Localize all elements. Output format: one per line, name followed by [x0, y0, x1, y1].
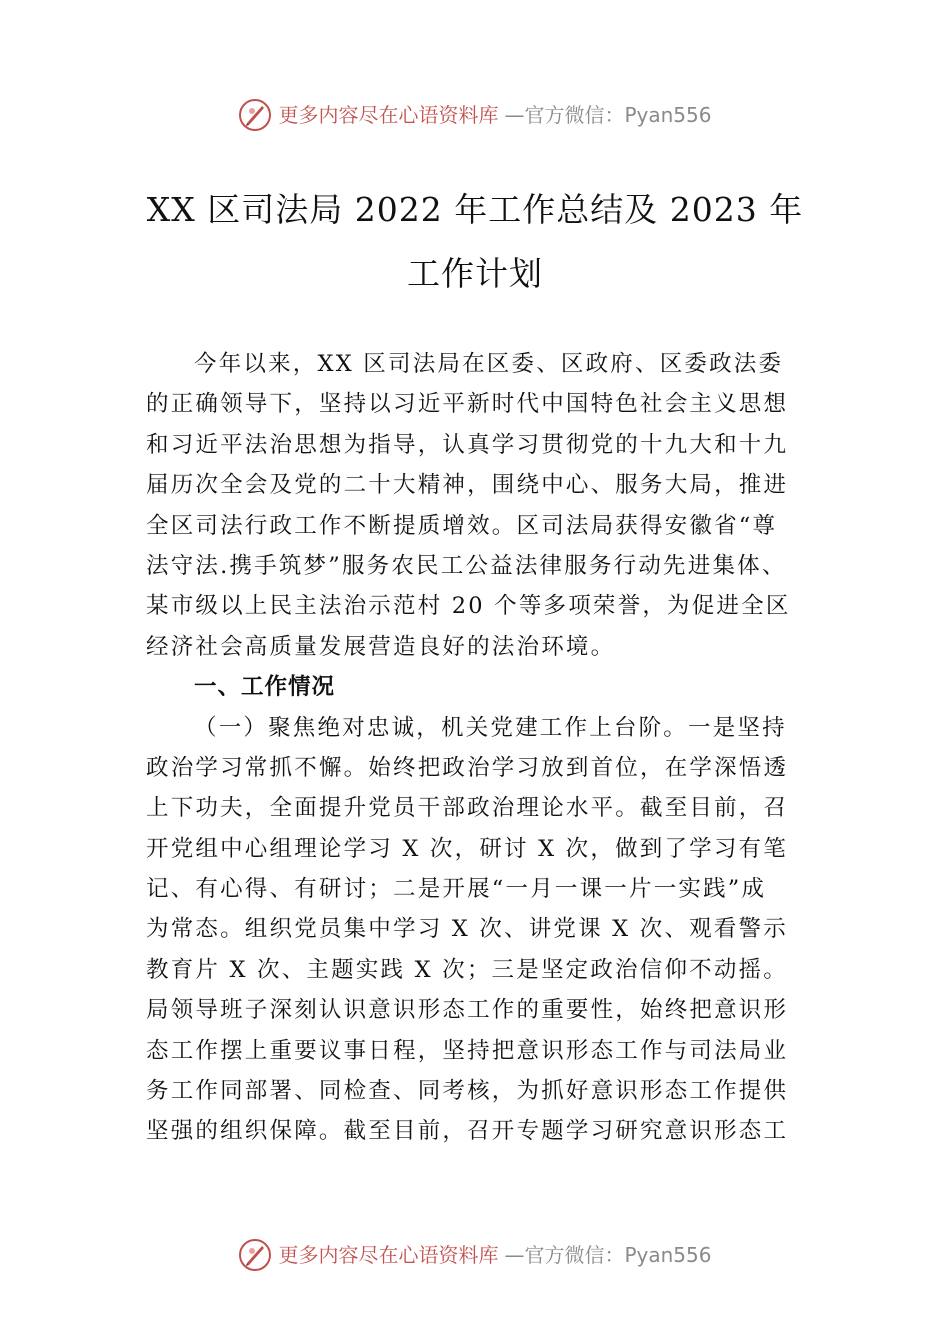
- body-line: 法守法.携手筑梦”服务农民工公益法律服务行动先进集体、: [146, 552, 787, 579]
- watermark-header: [0, 98, 950, 132]
- watermark-red-text: 更多内容尽在心语资料库: [278, 1243, 499, 1267]
- document-body: [146, 344, 806, 1152]
- watermark-gray-text: —官方微信：Pyan556: [504, 1243, 712, 1267]
- watermark-red-text: 更多内容尽在心语资料库: [278, 103, 499, 127]
- section-heading: 一、工作情况: [194, 674, 336, 701]
- body-line: 务工作同部署、同检查、同考核，为抓好意识形态工作提供: [146, 1078, 789, 1105]
- body-line: 记、有心得、有研讨；二是开展“一月一课一片一实践”成: [146, 876, 767, 903]
- document-title-line-2: 工作计划: [407, 254, 543, 293]
- body-line: 上下功夫，全面提升党员干部政治理论水平。截至目前，召: [146, 795, 789, 822]
- document-title-line-1: XX 区司法局 2022 年工作总结及 2023 年: [146, 190, 804, 229]
- body-line: 的正确领导下，坚持以习近平新时代中国特色社会主义思想: [146, 391, 789, 418]
- body-line: 某市级以上民主法治示范村 20 个等多项荣誉，为促进全区: [146, 593, 791, 620]
- body-line: 经济社会高质量发展营造良好的法治环境。: [146, 633, 616, 660]
- body-line: 教育片 X 次、主题实践 X 次；三是坚定政治信仰不动摇。: [146, 956, 788, 983]
- body-line: 开党组中心组理论学习 X 次，研讨 X 次，做到了学习有笔: [146, 835, 788, 862]
- quill-logo-icon: [238, 98, 272, 132]
- body-line: 为常态。组织党员集中学习 X 次、讲党课 X 次、观看警示: [146, 916, 788, 943]
- body-line: 政治学习常抓不懈。始终把政治学习放到首位，在学深悟透: [146, 754, 789, 781]
- body-line: 今年以来，XX 区司法局在区委、区政府、区委政法委: [194, 351, 784, 377]
- quill-logo-icon: [238, 1238, 272, 1272]
- body-line: 和习近平法治思想为指导，认真学习贯彻党的十九大和十九: [146, 431, 789, 458]
- body-line: 局领导班子深刻认识意识形态工作的重要性，始终把意识形: [146, 997, 789, 1024]
- body-line: 态工作摆上重要议事日程，坚持把意识形态工作与司法局业: [146, 1037, 789, 1064]
- body-line: 全区司法行政工作不断提质增效。区司法局获得安徽省“尊: [146, 512, 778, 539]
- watermark-footer: [0, 1238, 950, 1272]
- watermark-gray-text: —官方微信：Pyan556: [504, 103, 712, 127]
- body-line: 坚强的组织保障。截至目前，召开专题学习研究意识形态工: [146, 1118, 789, 1145]
- body-line: （一）聚焦绝对忠诚，机关党建工作上台阶。一是坚持: [194, 714, 787, 741]
- body-line: 届历次全会及党的二十大精神，围绕中心、服务大局，推进: [146, 472, 789, 499]
